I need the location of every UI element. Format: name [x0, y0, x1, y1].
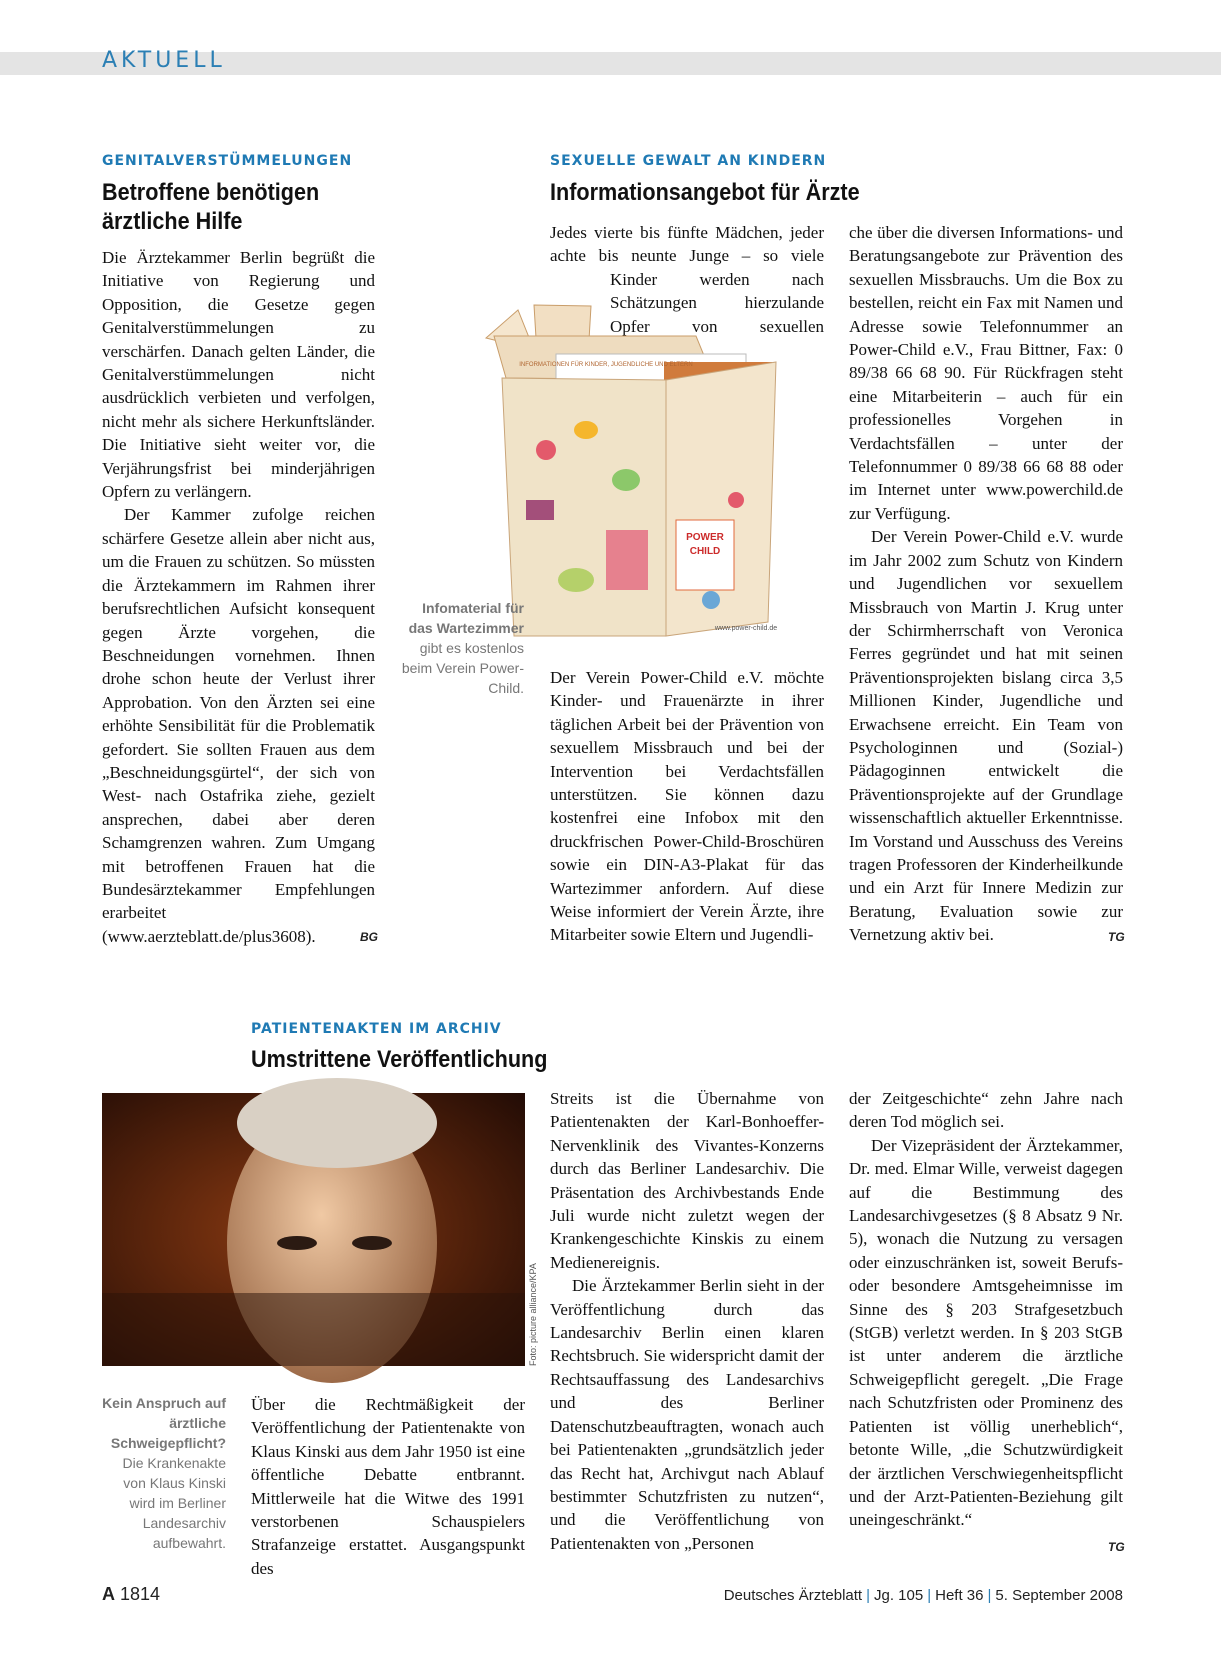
article1-signature: BG [360, 930, 378, 944]
article3-column-3 [849, 1087, 1123, 1532]
article2-col2-paragraph-1: che über die diversen Informations- und Beratungsangebote zur Prävention des sexuellen Missbrauchs. Um die Box zu bestellen, reicht ein Fax mit Namen und Adresse sowie Telefonnummer an Power-Child e.V., Frau Bittner, Fax: 0 89/38 66 68 90. Für Rückfragen steht eine Mitarbeiterin – auch für ein professionelles Vorgehen in Verdachtsfällen – unter der Telefonnummer 0 89/38 66 68 88 oder im Internet unter www.powerchild.de zur Verfügung. [849, 223, 1123, 523]
article3-col1-text: Über die Rechtmäßigkeit der Veröffentlichung der Patientenakte von Klaus Kinski aus dem Jahr 1950 ist eine öffentliche Debatte entbrannt. Mittlerweile hat die Witwe des 1991 verstorbenen Schauspielers Strafanzeige erstattet. Ausgangspunkt des [251, 1395, 525, 1578]
article2-column-2 [849, 221, 1123, 947]
article2-col2-paragraph-2: Der Verein Power-Child e.V. wurde im Jahr 2002 zum Schutz von Kindern und Jugendlichen vor sexuellem Missbrauch von Martin J. Krug unter der Schirmherrschaft von Veronica Ferres gegründet und hat mit seinen Präventionsprojekten bislang circa 3,5 Millionen Kinder, Jugendliche und Erwachsene erreicht. Ein Team von Psychologinnen und (Sozial-) Pädagoginnen entwickelt die Präventionsprojekte auf der Grundlage wissenschaftlich aktueller Erkenntnisse. Im Vorstand und Ausschuss des Vereins tragen Professoren der Kinderheilkunde und ein Arzt für Innere Medizin zur Beratung, Evaluation sowie zur Vernetzung aktiv bei. [849, 527, 1123, 945]
journal-info: Deutsches Ärzteblatt | Jg. 105 | Heft 36 | 5. September 2008 [723, 1587, 1123, 1604]
infobox-brand-2: CHILD [689, 546, 721, 557]
portrait-illustration [102, 1093, 525, 1366]
page-number-value: 1814 [120, 1584, 161, 1604]
article3-col2-paragraph-2: Die Ärztekammer Berlin sieht in der Veröffentlichung durch das Landesarchiv Berlin einen klaren Rechtsbruch. Sie widerspricht damit der Rechtsauffassung des Landesarchivs und des Berliner Datenschutzbeauftragten, wonach auch bei Patientenakten „grundsätzlich jeder das Recht hat, Archivgut nach Ablauf bestimmter Schutzfristen zu nutzen“, und die Veröffentlichung von Patientenakten von „Personen [550, 1276, 824, 1553]
page-prefix: A [102, 1584, 115, 1604]
article2-caption-text: gibt es kostenlos beim Verein Power-Child. [401, 640, 524, 696]
article3-col3-paragraph-2: Der Vizepräsident der Ärztekammer, Dr. med. Elmar Wille, verweist dagegen auf die Bestimmung des Landesarchivgesetzes (§ 8 Absatz 9 Nr. 5), wonach die Nutzung zu versagen oder einzuschränken ist, soweit Berufs- oder besondere Amtsgeheimnisse im Sinne des § 203 Strafgesetzbuch (StGB) verletzt werden. In § 203 StGB ist unter anderem die ärztliche Schweigepflicht geregelt. „Die Frage nach Schutzfristen oder Prominenz des Patienten ist völlig unerheblich“, betonte Wille, „die Schutzwürdigkeit der ärztlichen Verschwiegenheitspflicht und der Arzt-Patienten-Beziehung gilt uneingeschränkt.“ [849, 1135, 1123, 1530]
infobox-photo [486, 300, 786, 652]
article1-headline: Betroffene benötigen ärztliche Hilfe [102, 179, 320, 235]
section-label: AKTUELL [102, 48, 226, 73]
journal-issue: Heft 36 [935, 1587, 984, 1604]
article2-headline: Informationsangebot für Ärzte [550, 179, 860, 206]
page-number [102, 1584, 160, 1605]
article1-paragraph-2: Der Kammer zufolge reichen schärfere Gesetze allein aber nicht aus, um die Frauen zu schützen. So müssten die Ärztekammern im Rahmen ihrer berufsrechtlichen Aufsicht konsequent gegen Ärzte vorgehen, die Beschneidungen vornehmen. Ihnen drohe schon heute der Verlust ihrer Approbation. Von den Ärzten sei eine erhöhte Sensibilität für die Problematik gefordert. Sie sollten Frauen aus dem „Beschneidungsgürtel“, der sich von West- nach Ostafrika ziehe, gezielt ansprechen, dabei aber deren Schamgrenzen wahren. Zum Umgang mit betroffenen Frauen hat die Bundesärztekammer Empfehlungen erarbeitet (www.aerzteblatt.de/plus3608). [102, 505, 375, 946]
article3-column-2 [550, 1087, 824, 1555]
article3-caption [100, 1393, 226, 1553]
article3-headline: Umstrittene Veröffentlichung [251, 1046, 548, 1073]
article2-signature: TG [1108, 930, 1125, 944]
article1-paragraph-1: Die Ärztekammer Berlin begrüßt die Initiative von Regierung und Opposition, die Gesetze gegen Genitalverstümmelungen zu verschärfen. Danach gelten Länder, die Genitalverstümmelungen nicht ausdrücklich verbieten und verfolgen, nicht mehr als sichere Herkunftsländer. Die Initiative sieht weiter vor, die Verjährungsfrist bei minderjährigen Opfern zu verlängern. [102, 248, 375, 502]
article3-kicker: PATIENTENAKTEN IM ARCHIV [251, 1021, 502, 1037]
article1-body [102, 246, 375, 948]
article3-caption-text: Die Krankenakte von Klaus Kinski wird im Berliner Landesarchiv aufbewahrt. [122, 1455, 226, 1551]
infobox-top-label: INFORMATIONEN FÜR KINDER, JUGENDLICHE UND ELTERN [519, 362, 693, 368]
photo-credit: Foto: picture alliance/KPA [528, 1263, 538, 1366]
journal-name: Deutsches Ärzteblatt [723, 1587, 863, 1604]
article2-caption-title: Infomaterial für das Wartezimmer [408, 600, 524, 636]
article2-col1-text: Der Verein Power-Child e.V. möchte Kinder- und Frauenärzte in ihrer täglichen Arbeit bei der Prävention von sexuellem Missbrauch und bei der Intervention bei Verdachtsfällen unterstützen. Sie können dazu kostenfrei eine Infobox mit den druckfrischen Power-Child-Broschüren sowie ein DIN-A3-Plakat für das Wartezimmer anfordern. Auf diese Weise informiert der Verein Ärzte, ihre Mitarbeiter sowie Eltern und Jugendli- [550, 668, 824, 945]
article3-caption-title: Kein Anspruch auf ärztliche Schweigepflicht? [102, 1395, 226, 1451]
article3-column-1 [251, 1393, 525, 1580]
article2-kicker: SEXUELLE GEWALT AN KINDERN [550, 153, 827, 169]
kinski-photo [102, 1093, 525, 1366]
article3-col3-paragraph-1: der Zeitgeschichte“ zehn Jahre nach deren Tod möglich sei. [849, 1089, 1123, 1132]
article2-caption [396, 598, 524, 698]
infobox-illustration [486, 300, 786, 652]
article3-signature: TG [1108, 1540, 1125, 1554]
article2-column-1 [550, 666, 824, 947]
journal-date: 5. September 2008 [995, 1587, 1123, 1604]
infobox-brand-1: POWER [686, 532, 724, 543]
infobox-url: www.power-child.de [714, 625, 778, 632]
article2-intro-text: Jedes vierte bis fünfte Mädchen, jeder achte bis neunte Junge – so viele Kinder werden nach Schätzungen hierzulande Opfer von sexuellen [550, 223, 824, 336]
article3-col2-paragraph-1: Streits ist die Übernahme von Patientenakten der Karl-Bonhoeffer-Nervenklinik des Vivantes-Konzerns durch das Berliner Landesarchiv. Die Präsentation des Archivbestands Ende Juli wurde nicht zuletzt wegen der Krankengeschichte Kinskis zu einem Medienereignis. [550, 1089, 824, 1272]
article1-kicker: GENITALVERSTÜMMELUNGEN [102, 153, 353, 169]
journal-volume: Jg. 105 [874, 1587, 924, 1604]
